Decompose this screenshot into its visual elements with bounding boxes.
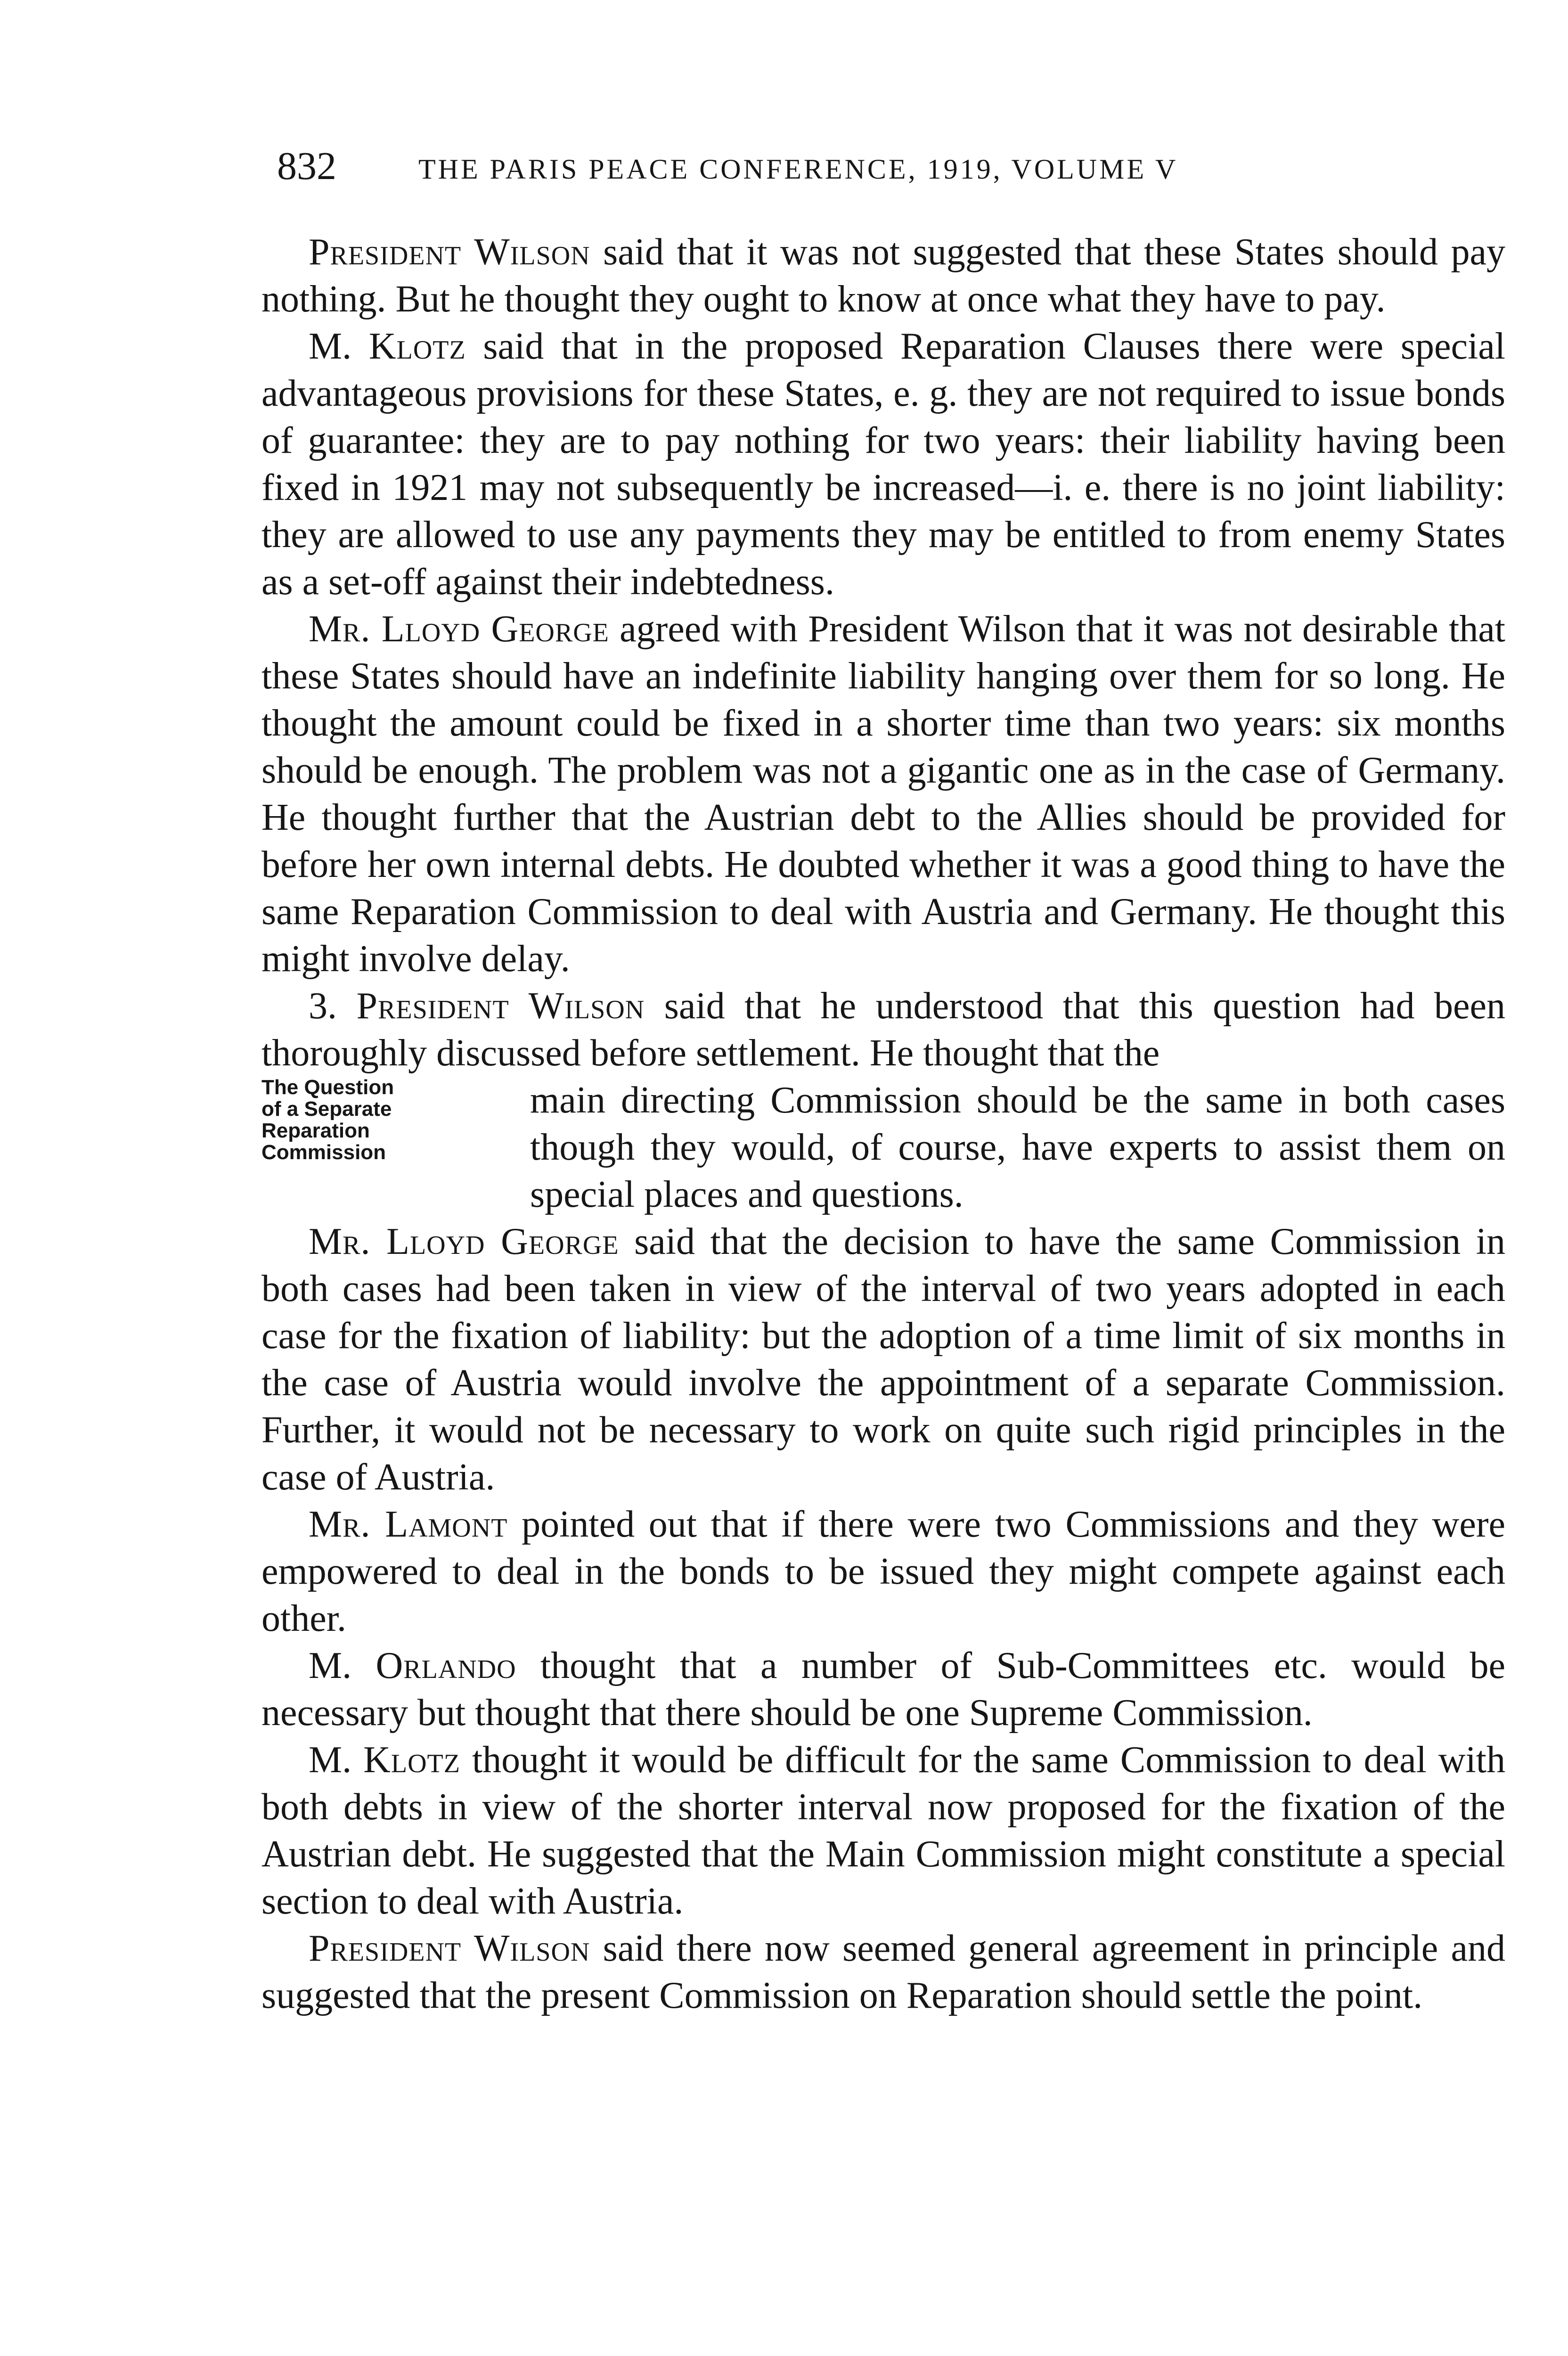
speaker-name: Mr. Lloyd George — [309, 1221, 619, 1262]
speaker-name: Klotz — [363, 1739, 460, 1781]
paragraph — [261, 982, 1505, 1077]
margin-side-note — [261, 1077, 516, 1163]
page-body — [261, 229, 1505, 2019]
paragraph-text: pointed out that if there were two Commissions and they were empowered to deal in the bonds to be issued they might compete against each other. — [261, 1504, 1505, 1639]
paragraph-number: 3. — [309, 985, 357, 1027]
paragraph — [261, 229, 1505, 323]
speaker-name: President Wilson — [356, 985, 645, 1027]
side-note-line: Commission — [261, 1141, 386, 1164]
speaker-name: President Wilson — [309, 1928, 590, 1969]
paragraph — [261, 1736, 1505, 1925]
speaker-name: Klotz — [368, 326, 466, 367]
speaker-prefix: M. — [309, 1645, 376, 1686]
page-number: 832 — [277, 144, 336, 188]
paragraph-text: said that he understood that this question had been thoroughly discussed before settlement. He thought that the — [261, 985, 1505, 1074]
paragraph-text: said there now seemed general agreement in principle and suggested that the present Commission on Reparation should settle the point. — [261, 1928, 1505, 2016]
paragraph — [261, 1642, 1505, 1736]
paragraph-continuation: main directing Commission should be the same in both cases though they would, of course, have experts to assist them on special places and questions. — [530, 1080, 1505, 1215]
running-head-title: THE PARIS PEACE CONFERENCE, 1919, VOLUME V — [418, 154, 1178, 185]
side-note-line: of a Separate — [261, 1097, 392, 1121]
speaker-name: President Wilson — [309, 231, 590, 273]
paragraph — [261, 605, 1505, 982]
paragraph-text: said that it was not suggested that these States should pay nothing. But he thought they ought to know at once what they have to pay. — [261, 231, 1505, 320]
paragraph-text: said that the decision to have the same Commission in both cases had been taken in view of the interval of two years adopted in each case for the fixation of liability: but the adoption of a time limit of six months in the case of Austria would involve the appointment of a separate Commission. Further, it would not be necessary to work on quite such rigid principles in the case of Austria. — [261, 1221, 1505, 1498]
paragraph — [261, 323, 1505, 605]
speaker-prefix: M. — [309, 1739, 364, 1781]
paragraph-text: thought that a number of Sub-Committees etc. would be necessary but thought that there should be one Supreme Commission. — [261, 1645, 1505, 1734]
paragraph — [261, 1218, 1505, 1501]
paragraph — [261, 1501, 1505, 1642]
paragraph-text: thought it would be difficult for the same Commission to deal with both debts in view of the shorter interval now proposed for the fixation of the Austrian debt. He suggested that the Main Commission might constitute a special section to deal with Austria. — [261, 1739, 1506, 1922]
paragraph-with-side-note — [261, 982, 1505, 1218]
running-header — [277, 140, 1521, 192]
speaker-name: Orlando — [376, 1645, 516, 1686]
speaker-name: Mr. Lloyd George — [309, 608, 609, 650]
speaker-name: Mr. Lamont — [309, 1504, 508, 1545]
paragraph-text: agreed with President Wilson that it was not desirable that these States should have an indefinite liability hanging over them for so long. He thought the amount could be fixed in a shorter time than two years: six months should be enough. The problem was not a gigantic one as in the case of Germany. He thought further that the Austrian debt to the Allies should be provided for before her own internal debts. He doubted whether it was a good thing to have the same Reparation Commission to deal with Austria and Germany. He thought this might involve delay. — [261, 608, 1505, 980]
side-note-line: Reparation — [261, 1119, 370, 1142]
speaker-prefix: M. — [309, 326, 369, 367]
paragraph — [261, 1925, 1505, 2019]
paragraph-text: said that in the proposed Reparation Clauses there were special advantageous provisions for these States, e. g. they are not required to issue bonds of guarantee: they are to pay nothing for two years: their liability having been fixed in 1921 may not subsequently be increased—i. e. there is no joint liability: they are allowed to use any payments they may be entitled to from enemy States as a set-off against their indebtedness. — [261, 326, 1505, 603]
side-note-line: The Question — [261, 1076, 394, 1099]
